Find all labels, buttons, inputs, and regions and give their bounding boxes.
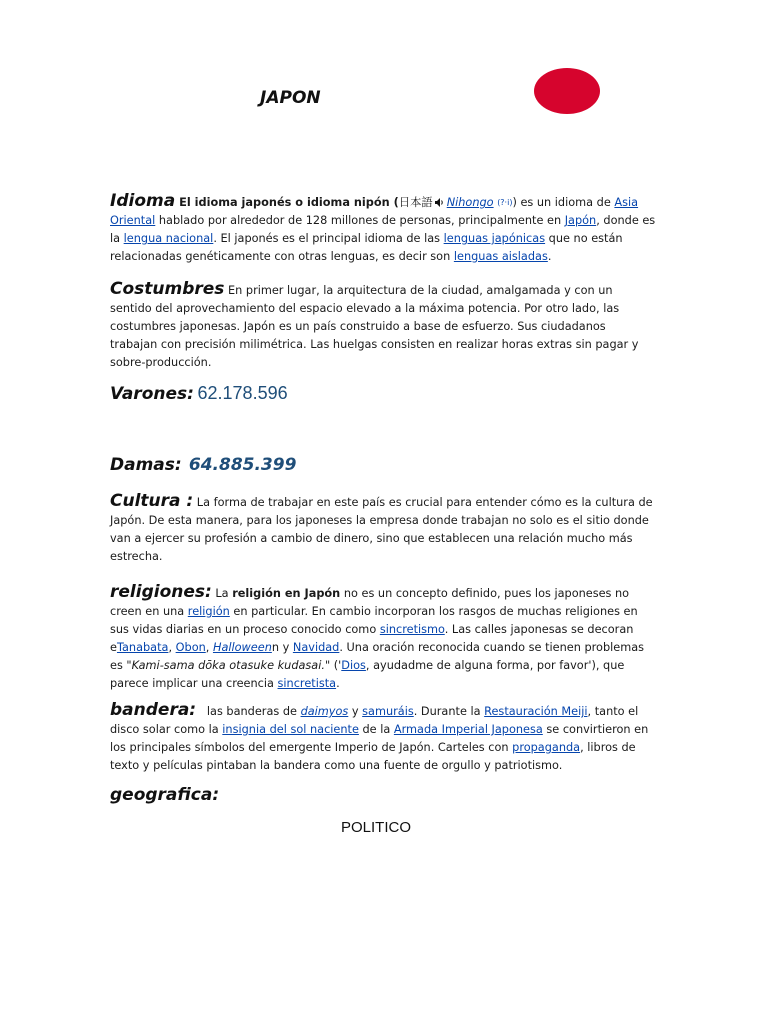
religiones-text-7: . Una oración reconocida cuando se tienen problemas es " bbox=[110, 641, 645, 672]
link-halloween[interactable]: Halloween bbox=[212, 641, 272, 654]
religiones-text-2: en particular. En cambio incorporan los rasgos de muchas religiones en sus vidas diarias en un proceso conocido como bbox=[110, 605, 638, 636]
religiones-text-8: " (' bbox=[324, 659, 342, 672]
idioma-text-5: . El japonés es el principal idioma de las bbox=[213, 232, 444, 245]
idioma-text-2: ) es un idioma de bbox=[512, 196, 615, 209]
geografica-heading: geografica: bbox=[110, 785, 220, 805]
costumbres-heading: Costumbres bbox=[110, 279, 225, 299]
link-tanabata[interactable]: Tanabata bbox=[116, 641, 169, 654]
link-sincretista[interactable]: sincretista bbox=[277, 677, 337, 690]
link-sincretismo[interactable]: sincretismo bbox=[379, 623, 445, 636]
link-asia-oriental[interactable]: Asia Oriental bbox=[110, 196, 639, 227]
link-japon[interactable]: Japón bbox=[564, 214, 597, 227]
bandera-text-1: y bbox=[348, 705, 363, 718]
religiones-bold-term: religión en Japón bbox=[232, 587, 341, 600]
costumbres-section bbox=[110, 280, 656, 372]
link-samurais[interactable]: samuráis bbox=[362, 705, 414, 718]
politico-label: POLITICO bbox=[341, 819, 412, 836]
religiones-text-3: . Las calles japonesas se decoran e bbox=[110, 623, 634, 654]
speaker-icon[interactable] bbox=[435, 198, 445, 207]
bandera-text-3: , tanto el disco solar como la bbox=[110, 705, 639, 736]
link-lengua-nacional[interactable]: lengua nacional bbox=[123, 232, 214, 245]
cultura-section bbox=[110, 492, 656, 566]
religiones-heading: religiones: bbox=[110, 582, 212, 602]
religiones-text-9: , ayudadme de alguna forma, por favor'), que parece implicar una creencia bbox=[110, 659, 625, 690]
link-propaganda[interactable]: propaganda bbox=[512, 741, 581, 754]
damas-label: Damas: bbox=[110, 455, 182, 475]
religiones-text-4: , bbox=[168, 641, 176, 654]
link-lenguas-japonicas[interactable]: lenguas japónicas bbox=[443, 232, 546, 245]
document-title: JAPON bbox=[260, 88, 321, 108]
bandera-text-5: se convirtieron en los principales símbolos del emergente Imperio de Japón. Carteles con bbox=[110, 723, 649, 754]
religiones-text-5: , bbox=[205, 641, 213, 654]
costumbres-text: En primer lugar, la arquitectura de la ciudad, amalgamada y con un sentido del aprovechamiento del espacio elevado a la máxima potencia. Por otro lado, las costumbres japonesas. Japón es un país construido a base de esfuerzo. Sus ciudadanos trabajan con precisión milimétrica. Las huelgas consisten en realizar horas extras sin pagar y sobre-producción. bbox=[110, 284, 639, 369]
bandera-text-6: , libros de texto y películas pintaban la bandera como una fuente de orgullo y patriotismo. bbox=[110, 741, 636, 772]
idioma-heading: Idioma bbox=[110, 191, 176, 211]
religiones-section bbox=[110, 583, 656, 693]
religiones-text-6: n y bbox=[271, 641, 293, 654]
link-daimyos[interactable]: daimyos bbox=[300, 705, 349, 718]
idioma-section bbox=[110, 192, 656, 266]
cultura-text: La forma de trabajar en este país es crucial para entender cómo es la cultura de Japón. De esta manera, para los japoneses la empresa donde trabajan no solo es el sitio donde van a ejercer su profesión a cambio de dinero, sino que establecen una relación mucho más estrecha. bbox=[110, 496, 653, 563]
link-dios[interactable]: Dios bbox=[341, 659, 366, 672]
link-lenguas-aisladas[interactable]: lenguas aisladas bbox=[453, 250, 548, 263]
damas-value: 64.885.399 bbox=[188, 455, 297, 475]
varones-row bbox=[110, 384, 656, 405]
idioma-text-4: , donde es la bbox=[110, 214, 656, 245]
idioma-kanji: 日本語 bbox=[398, 196, 433, 209]
link-restauracion-meiji[interactable]: Restauración Meiji bbox=[484, 705, 588, 718]
link-obon[interactable]: Obon bbox=[175, 641, 206, 654]
varones-value: 62.178.596 bbox=[197, 383, 288, 403]
cultura-heading: Cultura : bbox=[110, 491, 194, 511]
link-navidad[interactable]: Navidad bbox=[292, 641, 340, 654]
damas-row bbox=[110, 456, 656, 476]
bandera-text-0: las banderas de bbox=[196, 705, 301, 718]
idioma-text-7: . bbox=[547, 250, 552, 263]
link-religion[interactable]: religión bbox=[187, 605, 230, 618]
idioma-text-3: hablado por alrededor de 128 millones de personas, principalmente en bbox=[155, 214, 565, 227]
bandera-text-2: . Durante la bbox=[413, 705, 485, 718]
bandera-section bbox=[110, 701, 656, 775]
bandera-text-4: de la bbox=[358, 723, 394, 736]
link-armada-imperial[interactable]: Armada Imperial Japonesa bbox=[393, 723, 543, 736]
japan-flag-sun-image bbox=[534, 68, 600, 114]
link-nihongo[interactable]: Nihongo bbox=[446, 196, 494, 209]
religiones-text-0: La bbox=[211, 587, 233, 600]
religiones-text-10: . bbox=[336, 677, 340, 690]
link-insignia-sol-naciente[interactable]: insignia del sol naciente bbox=[222, 723, 359, 736]
religiones-text-1: no es un concepto definido, pues los japoneses no creen en una bbox=[110, 587, 630, 618]
audio-help-link[interactable]: (?·i) bbox=[497, 198, 513, 207]
idioma-text-6: que no están relacionadas genéticamente con otras lenguas, es decir son bbox=[110, 232, 623, 263]
bandera-heading: bandera: bbox=[110, 700, 197, 720]
geografica-section bbox=[110, 786, 656, 806]
idioma-text-1: El idioma japonés o idioma nipón ( bbox=[175, 196, 399, 209]
varones-label: Varones: bbox=[110, 384, 194, 404]
religiones-quote: Kami-sama dōka otasuke kudasai. bbox=[131, 659, 325, 672]
